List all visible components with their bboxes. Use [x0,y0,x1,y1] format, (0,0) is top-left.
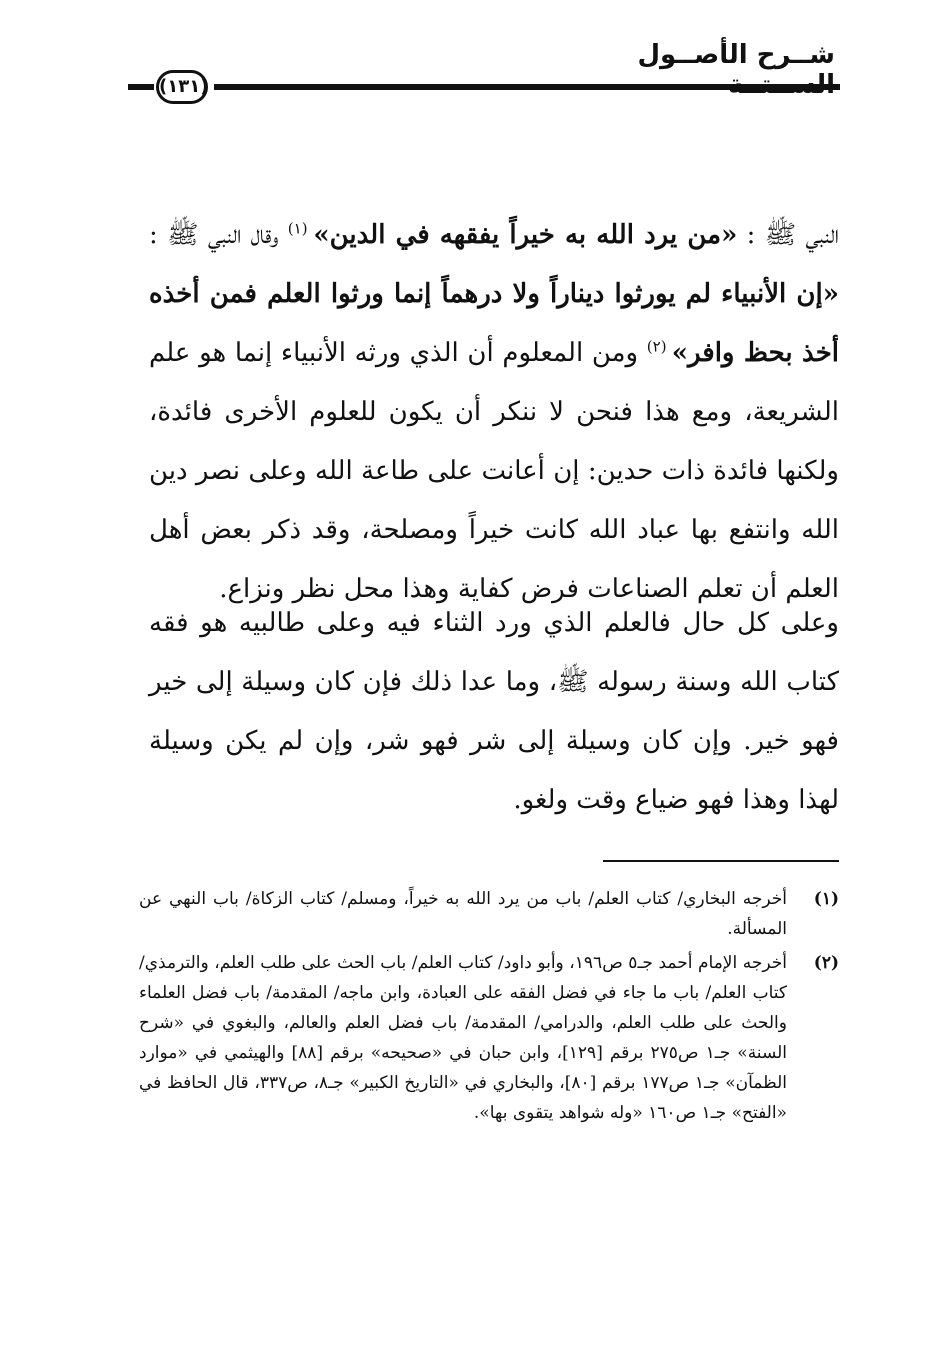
footnote-2-text: أخرجه الإمام أحمد جـ٥ ص١٩٦، وأبو داود/ كتاب العلم/ باب الحث على طلب العلم، والترمذي/ كتاب العلم/ باب ما جاء في فضل الفقه على العبادة، وابن ماجه/ المقدمة/ باب فضل العلماء والحث على طلب العلم، والدرامي/ المقدمة/ باب فضل العلم والعالم، والبغوي في «شرح السنة» جـ١ ص٢٧٥ برقم [١٢٩]، وابن حبان في «صحيحه» برقم [٨٨] والهيثمي في «موارد الظمآن» جـ١ ص١٧٧ برقم [٨٠]، والبخاري في «التاريخ الكبير» جـ٨، ص٣٣٧، قال الحافظ في «الفتح» جـ١ ص١٦٠ «وله شواهد يتقوى بها». [139,953,788,1123]
page-number: (١٣١) [156,70,208,104]
header-divider [214,84,840,90]
hadith-quote-1: «من يرد الله به خيراً يفقهه في الدين» [313,220,738,250]
para1-intro: النبي ﷺ : [737,220,840,250]
footnote-1-number: (١) [813,889,839,909]
para1-body: ومن المعلوم أن الذي ورثه الأنبياء إنما هو علم الشريعة، ومع هذا فنحن لا ننكر أن يكون للعلوم الأخرى فائدة، ولكنها فائدة ذات حدين: إن أعانت على طاعة الله وعلى نصر دين الله وانتفع بها عباد الله كانت خيراً ومصلحة، وقد ذكر بعض أهل العلم أن تعلم الصناعات فرض كفاية وهذا محل نظر ونزاع. [149,338,839,604]
hadith-quote-2: «إن الأنبياء لم يورثوا ديناراً ولا درهماً إنما ورثوا العلم فمن أخذه أخذ بحظ وافر» [149,279,839,368]
footnote-1 [139,884,839,944]
footnote-divider [603,860,839,862]
footnote-ref-2: (٢) [646,337,672,356]
running-header-title: شــرح الأصــول [637,40,835,70]
footnote-2-number: (٢) [813,953,839,973]
footnote-ref-1: (١) [287,219,314,238]
footnotes [139,884,839,1132]
para1-connector: وقال النبي ﷺ : [149,220,288,250]
header-divider-left [128,84,154,90]
body-paragraph-2: وعلى كل حال فالعلم الذي ورد الثناء فيه وعلى طالبيه هو فقه كتاب الله وسنة رسوله ﷺ، وما عدا ذلك فإن كان وسيلة إلى خير فهو خير. وإن كان وسيلة إلى شر فهو شر، وإن لم يكن وسيلة لهذا وهذا فهو ضياع وقت ولغو. [149,608,839,815]
footnote-2 [139,948,839,1128]
footnote-1-text: أخرجه البخاري/ كتاب العلم/ باب من يرد الله به خيراً، ومسلم/ كتاب الزكاة/ باب النهي عن المسألة. [139,889,787,939]
body-paragraph-1 [149,206,839,619]
